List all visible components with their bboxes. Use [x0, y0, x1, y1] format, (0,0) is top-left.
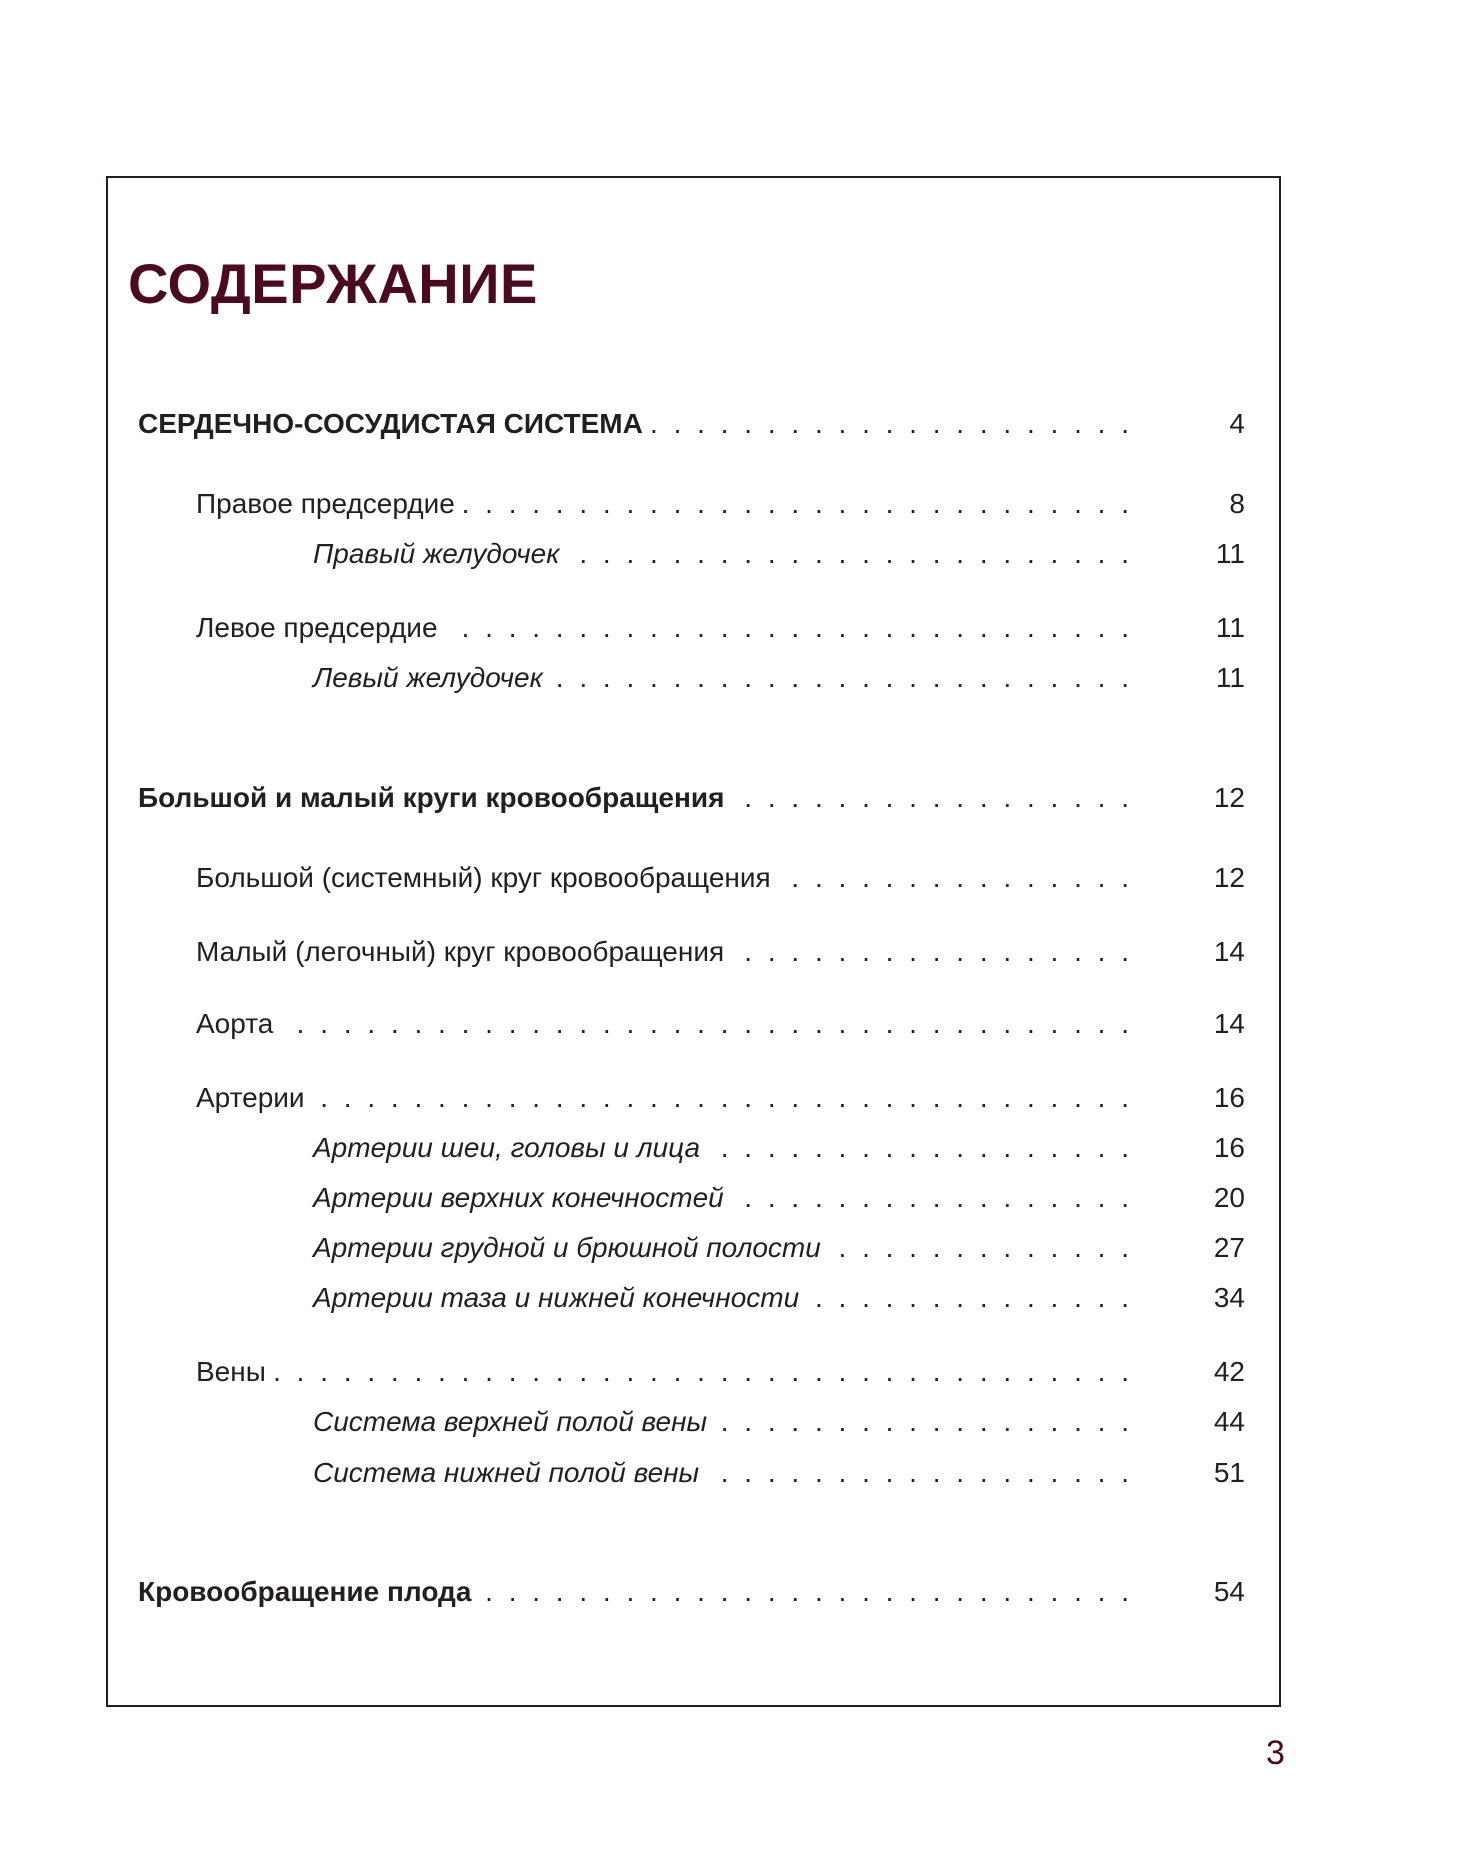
toc-entry-label: Большой и малый круги кровообращения	[138, 782, 725, 813]
toc-entry-page: 20	[1213, 1182, 1245, 1213]
toc-entry-page: 12	[1213, 862, 1245, 893]
toc-entry-page: 44	[1213, 1406, 1245, 1437]
toc-entry[interactable]	[0, 1080, 1245, 1116]
page-title: СОДЕРЖАНИЕ	[128, 252, 538, 315]
toc-entry-label: Система верхней полой вены	[313, 1406, 708, 1437]
dot-leader	[274, 1354, 1133, 1390]
dot-leader	[779, 860, 1133, 896]
dot-leader	[446, 610, 1133, 646]
toc-entry-page: 14	[1213, 1008, 1245, 1039]
toc-entry-label: Артерии шеи, головы и лица	[313, 1132, 701, 1163]
toc-entry-page: 27	[1213, 1232, 1245, 1263]
dot-leader	[807, 1280, 1133, 1316]
toc-entry[interactable]	[0, 1130, 1245, 1166]
dot-leader	[567, 536, 1133, 572]
toc-entry-label: Левый желудочек	[313, 662, 543, 693]
toc-entry-label: Артерии верхних конечностей	[313, 1182, 724, 1213]
toc-entry-label: Правый желудочек	[313, 538, 560, 569]
toc-entry-label: Аорта	[196, 1008, 274, 1039]
dot-leader	[551, 660, 1133, 696]
dot-leader	[479, 1574, 1133, 1610]
toc-entry-page: 4	[1229, 408, 1245, 439]
toc-entry[interactable]	[0, 860, 1245, 896]
toc-entry-label: СЕРДЕЧНО-СОСУДИСТАЯ СИСТЕМА	[138, 408, 643, 439]
page-number: 3	[1266, 1734, 1285, 1772]
toc-entry-label: Левое предсердие	[196, 612, 438, 643]
dot-leader	[708, 1130, 1133, 1166]
dot-leader	[651, 406, 1133, 442]
toc-entry-page: 14	[1213, 936, 1245, 967]
toc-entry-page: 16	[1213, 1082, 1245, 1113]
toc-entry-page: 51	[1213, 1457, 1245, 1488]
dot-leader	[732, 1180, 1133, 1216]
toc-entry[interactable]	[0, 486, 1245, 522]
toc-entry-page: 34	[1213, 1282, 1245, 1313]
toc-entry-label: Малый (легочный) круг кровообращения	[196, 936, 725, 967]
dot-leader	[313, 1080, 1133, 1116]
toc-entry-label: Артерии	[196, 1082, 305, 1113]
toc-entry[interactable]	[0, 610, 1245, 646]
toc-entry[interactable]	[0, 406, 1245, 442]
toc-entry[interactable]	[0, 536, 1245, 572]
toc-entry[interactable]	[0, 1280, 1245, 1316]
toc-entry-page: 42	[1213, 1356, 1245, 1387]
toc-entry[interactable]	[0, 660, 1245, 696]
dot-leader	[463, 486, 1133, 522]
toc-entry[interactable]	[0, 780, 1245, 816]
toc-entry-label: Кровообращение плода	[138, 1576, 472, 1607]
toc-entry[interactable]	[0, 1574, 1245, 1610]
toc-entry-label: Система нижней полой вены	[313, 1457, 700, 1488]
dot-leader	[715, 1404, 1133, 1440]
dot-leader	[732, 780, 1133, 816]
toc-entry-page: 11	[1215, 538, 1245, 569]
toc-entry-label: Вены	[196, 1356, 266, 1387]
toc-entry-label: Правое предсердие	[196, 488, 455, 519]
toc-entry-page: 8	[1229, 488, 1245, 519]
toc-entry[interactable]	[0, 1455, 1245, 1491]
toc-entry-page: 11	[1215, 662, 1245, 693]
toc-entry-page: 54	[1213, 1576, 1245, 1607]
toc-entry-label: Большой (системный) круг кровообращения	[196, 862, 771, 893]
toc-entry-label: Артерии грудной и брюшной полости	[313, 1232, 821, 1263]
dot-leader	[281, 1006, 1133, 1042]
toc-entry[interactable]	[0, 934, 1245, 970]
toc-entry[interactable]	[0, 1230, 1245, 1266]
toc-entry-page: 16	[1213, 1132, 1245, 1163]
dot-leader	[707, 1455, 1133, 1491]
toc-entry-label: Артерии таза и нижней конечности	[313, 1282, 800, 1313]
toc-entry[interactable]	[0, 1404, 1245, 1440]
toc-entry[interactable]	[0, 1180, 1245, 1216]
toc-entry-page: 11	[1215, 612, 1245, 643]
dot-leader	[732, 934, 1133, 970]
toc-entry-page: 12	[1213, 782, 1245, 813]
toc-entry[interactable]	[0, 1354, 1245, 1390]
toc-entry[interactable]	[0, 1006, 1245, 1042]
dot-leader	[829, 1230, 1133, 1266]
